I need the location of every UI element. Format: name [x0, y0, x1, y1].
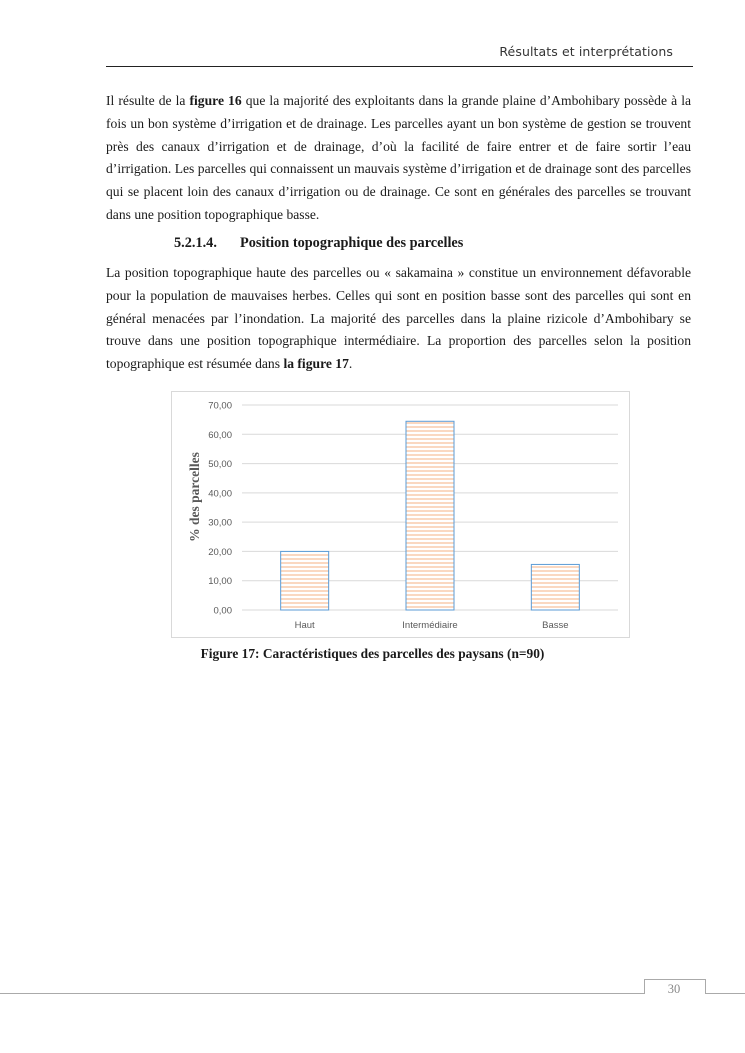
running-header: Résultats et interprétations [499, 44, 673, 59]
y-tick-label: 10,00 [208, 576, 232, 588]
bar-chart-svg [172, 392, 631, 639]
figure-reference: figure 16 [189, 93, 242, 108]
y-tick-label: 50,00 [208, 459, 232, 471]
header-rule [106, 66, 693, 67]
paragraph-text: La position topographique haute des parcelles ou « sakamaina » constitue un environnement défavorable pour la population de mauvaises herbes. Celles qui sont en position basse sont des parcelles qui sont en général menacées par l’inondation. La majorité des parcelles dans la plaine rizicole d’Ambohibary se trouve dans une position topographique intermédiaire. La proportion des parcelles selon la position topographique est résumée dans [106, 265, 691, 372]
y-tick-label: 30,00 [208, 517, 232, 529]
section-title: Position topographique des parcelles [240, 235, 464, 251]
paragraph-text: . [348, 356, 353, 372]
figure-caption: Figure 17: Caractéristiques des parcelles des paysans (n=90) [200, 646, 545, 661]
y-tick-label: 60,00 [208, 429, 232, 441]
x-tick-label: Haut [294, 620, 315, 631]
paragraph-text: Il résulte de la [106, 93, 190, 108]
x-tick-label: Intermédiaire [402, 620, 458, 631]
bar-intermédiaire [406, 421, 454, 610]
section-number: 5.2.1.4. [174, 235, 217, 251]
y-axis-label: % des parcelles [187, 452, 202, 542]
section-heading [174, 235, 463, 252]
y-tick-label: 40,00 [208, 488, 232, 500]
bar-haut [281, 551, 329, 610]
bar-chart [171, 391, 630, 638]
paragraph-text: que la majorité des exploitants dans la grande plaine d’Ambohibary possède à la fois un bon système d’irrigation et de drainage. Les parcelles ayant un bon système de gestion se trouvent près des canaux d’irrigation et de drainage, d’où la facilité de faire entrer et de faire sortir l’eau d’irrigation. Les parcelles qui connaissent un mauvais système d’irrigation et de drainage sont des parcelles qui se placent loin des canaux d’irrigation ou de drainage. Ce sont en générales des parcelles se trouvant dans une position topographique basse. [106, 93, 691, 222]
y-tick-label: 0,00 [213, 605, 232, 617]
footer-rule [0, 993, 745, 994]
y-tick-label: 20,00 [208, 546, 232, 558]
x-tick-label: Basse [542, 620, 569, 631]
bar-basse [531, 564, 579, 610]
y-tick-label: 70,00 [208, 400, 232, 412]
page-number: 30 [667, 982, 681, 996]
figure-reference: la figure 17 [283, 356, 349, 372]
paragraph-topography [106, 262, 691, 376]
paragraph-irrigation [106, 90, 691, 227]
